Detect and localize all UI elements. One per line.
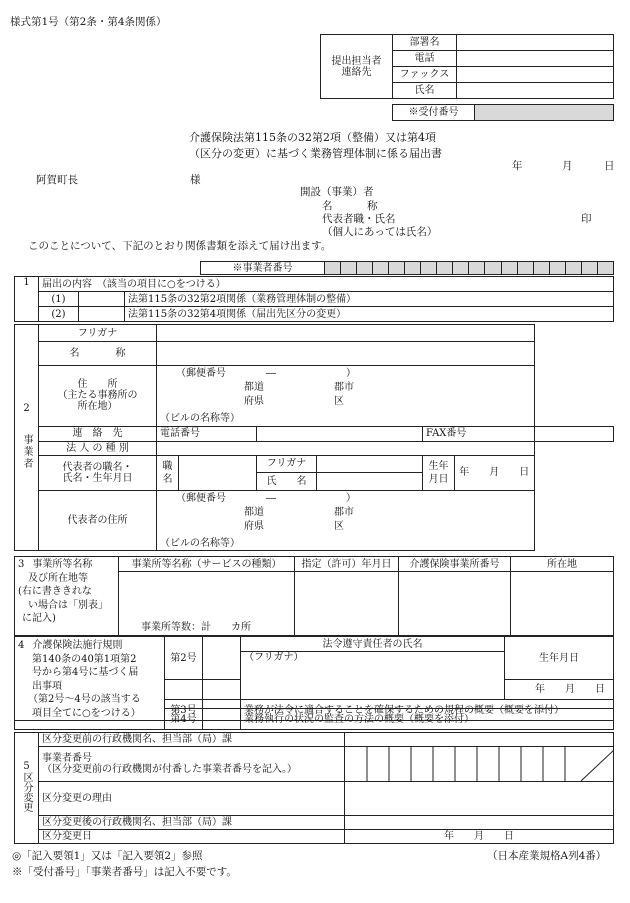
option1-mark[interactable]: [79, 292, 125, 307]
name-label: 氏名: [393, 83, 457, 99]
title-line2: （区分の変更）に基づく業務管理体制に係る届出書: [189, 147, 442, 160]
tel-field[interactable]: [457, 51, 614, 67]
tel-number-field[interactable]: [257, 426, 423, 441]
office-digit: [517, 262, 533, 275]
section4-l5: （第2号～4号の該当する: [28, 694, 141, 705]
tel-number-label: 電話番号: [157, 426, 257, 441]
prev-number-grid: [345, 747, 614, 781]
change-date-label: 区分変更日: [39, 830, 345, 844]
address-label: [39, 366, 157, 427]
section2-side: [15, 325, 39, 551]
item2-label[interactable]: 第2号: [165, 637, 203, 680]
title-line1: 介護保険法第115条の32第2項（整備）又は第4項: [189, 131, 436, 144]
office-number-field[interactable]: [399, 572, 511, 636]
change-reason-label: 区分変更の理由: [39, 782, 345, 816]
tel-label: 電話: [393, 51, 457, 67]
item2-mark-lower[interactable]: [203, 680, 241, 700]
date-year: 年: [512, 160, 523, 172]
paper-standard: （日本産業規格A列4番）: [487, 850, 607, 862]
furigana-label: フリガナ: [39, 325, 157, 342]
item4-label[interactable]: 第4号: [165, 709, 203, 730]
office-digit: [437, 262, 453, 275]
birth-label-b: 月日: [428, 473, 449, 485]
section4-l4: 出事項: [32, 680, 62, 692]
officer-birth-field[interactable]: 年 月 日: [505, 680, 614, 700]
contact-label: 提出担当者: [331, 55, 382, 67]
section4-label-tail: [15, 709, 165, 730]
rep-name-label: 氏 名: [257, 472, 317, 490]
option1-text: 法第115条の32第2項関係（業務管理体制の整備）: [125, 292, 614, 307]
section4-number: 4: [18, 640, 25, 651]
title-label-a: 職: [162, 460, 173, 472]
furigana-field[interactable]: [157, 325, 535, 342]
office-digit: [485, 262, 501, 275]
item4-mark[interactable]: [203, 709, 241, 730]
rep-fuken-label: 府県: [244, 520, 264, 532]
name-label-a: 名: [69, 348, 80, 359]
change-reason-field[interactable]: [345, 782, 614, 816]
name-field[interactable]: [457, 83, 614, 99]
prev-number-label-b: （区分変更前の行政機関が付番した事業者番号を記入。）: [42, 764, 297, 775]
office-name-field[interactable]: [119, 572, 295, 620]
section5-side: [15, 733, 39, 844]
office-number-label: ※事業者番号: [201, 262, 325, 275]
officer-birth-label: 生年月日: [505, 637, 614, 680]
section3-l4: い場合は「別表」: [28, 599, 108, 611]
office-digit: [581, 262, 597, 275]
fax-field[interactable]: [457, 67, 614, 83]
section4-l2: 第140条の40第1項第2: [32, 653, 137, 665]
contact-table: 提出担当者 連絡先 部署名 電話 ファックス 氏名: [320, 34, 614, 99]
next-agency-label: 区分変更後の行政機関名、担当部（局）課: [39, 816, 345, 830]
section5-side-label: 区分変更: [21, 772, 32, 812]
section1-table: [14, 276, 614, 322]
office-digit: [565, 262, 581, 275]
title-field[interactable]: [179, 455, 257, 490]
change-date-field[interactable]: 年 月 日: [345, 830, 614, 844]
dept-label: 部署名: [393, 35, 457, 51]
birth-label: [423, 455, 455, 490]
intro-text: このことについて、下記のとおり関係書類を添えて届け出ます。: [28, 240, 332, 252]
applicant-rep: 代表者職・氏名: [322, 213, 396, 225]
birth-label-a: 生年: [428, 460, 449, 472]
office-number-table: [200, 261, 614, 275]
section3-table: [14, 556, 614, 636]
office-digit: [373, 262, 389, 275]
applicant-heading: 開設（事業）者: [300, 186, 374, 198]
todo-label: 都道: [244, 382, 264, 393]
postal-dash: ―: [266, 368, 276, 379]
address-field[interactable]: [157, 366, 535, 413]
section2-table: [14, 324, 614, 551]
section4-l3: 号から第4号に基づく届: [32, 667, 139, 678]
section3-label: [15, 557, 119, 636]
honorific: 様: [190, 174, 201, 186]
option2-text: 法第115条の32第4項関係（届出先区分の変更）: [125, 307, 614, 322]
office-digit: [341, 262, 357, 275]
receipt-field: [475, 105, 614, 121]
section3-l1: 事業所等名称: [32, 559, 93, 570]
title-label-b: 名: [162, 473, 173, 485]
designation-date-field[interactable]: [295, 572, 399, 636]
fax-number-label: FAX番号: [423, 426, 535, 441]
footnote-2: ※「受付番号」「事業者番号」は記入不要です。: [12, 866, 237, 878]
office-digit: [501, 262, 517, 275]
section4-l1: 介護保険法施行規則: [32, 640, 123, 651]
office-digit: [533, 262, 549, 275]
corp-type-label: 法 人 の 種 別: [39, 441, 157, 455]
col-designation-date: 指定（許可）年月日: [295, 557, 399, 572]
rep-label: [39, 455, 157, 490]
section3-number: 3: [18, 559, 25, 570]
building-label: （ビルの名称等）: [157, 412, 535, 426]
rep-postal-dash: ―: [266, 492, 276, 504]
rep-gunshi-label: 郡市: [334, 506, 354, 518]
prev-number-label: [39, 747, 345, 782]
section2-number: 2: [23, 402, 30, 414]
rep-todo-label: 都道: [244, 506, 264, 518]
prev-number-label-a: 事業者番号: [42, 753, 92, 764]
office-digit: [421, 262, 437, 275]
section4-row4: [14, 708, 614, 730]
rep-address-field[interactable]: [157, 490, 535, 537]
birth-date-field[interactable]: 年 月 日: [455, 455, 535, 490]
rep-building-label: （ビルの名称等）: [157, 537, 535, 551]
col-location: 所在地: [511, 557, 614, 572]
rep-postal-label: （郵便番号: [176, 492, 226, 504]
office-digit: [389, 262, 405, 275]
next-agency-field[interactable]: [345, 816, 614, 830]
receipt-label: ※受付番号: [393, 105, 475, 121]
office-count: 事業所等数：計 カ所: [119, 620, 295, 636]
option1-number[interactable]: (1): [39, 292, 79, 307]
name-label-b: 称: [115, 348, 126, 359]
option2-number[interactable]: (2): [39, 307, 79, 322]
section3-l2: 及び所在地等: [28, 572, 88, 584]
name-field[interactable]: [157, 342, 535, 366]
address-label-a: 住 所: [77, 379, 118, 391]
section3-l5: に記入): [22, 613, 56, 624]
rep-furigana-label: フリガナ: [257, 455, 317, 472]
section5-number: 5: [23, 761, 30, 772]
section2-side-label: 事業者: [21, 433, 32, 470]
prev-agency-field[interactable]: [345, 733, 614, 747]
date-day: 日: [604, 160, 615, 172]
dept-field[interactable]: [457, 35, 614, 51]
addressee: 阿賀町長: [36, 174, 78, 186]
postal-close: ）: [346, 368, 356, 379]
title-label: [157, 455, 179, 490]
rep-address-label: 代表者の住所: [39, 490, 157, 551]
corp-type-field[interactable]: [157, 441, 535, 455]
seal-mark: 印: [581, 213, 592, 225]
office-digit: [325, 262, 341, 275]
footnote-1: ◎「記入要領1」又は「記入要領2」参照: [12, 850, 203, 862]
item3-text: 業務が法令に適合することを確保するための規程の概要（概要を添付）: [241, 700, 614, 721]
fuken-label: 府県: [244, 396, 264, 407]
date-month: 月: [562, 160, 573, 172]
contact-label: 連 絡 先: [39, 426, 157, 441]
col-office-number: 介護保険事業所番号: [399, 557, 511, 572]
applicant-name-b: 称: [367, 200, 378, 212]
office-digit: [597, 262, 613, 275]
address-label-b: （主たる事務所の: [57, 390, 138, 402]
name-label-cell: [39, 342, 157, 366]
item2-mark[interactable]: [203, 637, 241, 680]
location-field[interactable]: [511, 572, 614, 636]
section1-number: 1: [15, 277, 39, 322]
option2-mark[interactable]: [79, 307, 125, 322]
rep-label-b: 氏名・生年月日: [62, 472, 133, 484]
rep-ku-label: 区: [334, 520, 344, 532]
rep-name-field[interactable]: [317, 472, 423, 490]
officer-furigana[interactable]: （フリガナ）: [241, 652, 505, 700]
section5-table: [14, 732, 614, 844]
item3-label[interactable]: 第3号: [165, 700, 203, 721]
rep-label-a: 代表者の職名・: [62, 461, 133, 473]
gunshi-label: 郡市: [334, 382, 354, 393]
fax-label: ファックス: [393, 67, 457, 83]
address-label-c: 所在地）: [77, 401, 118, 413]
rep-postal-close: ）: [346, 492, 356, 504]
item4-text: 業務執行の状況の監査の方法の概要（概要を添付）: [241, 709, 614, 730]
section3-l3: (右に書ききれな: [18, 586, 92, 597]
office-digit: [405, 262, 421, 275]
ku-label: 区: [334, 396, 344, 407]
postal-label: （郵便番号: [176, 368, 226, 379]
office-digit: [549, 262, 565, 275]
fax-number-field[interactable]: [534, 426, 614, 441]
office-digit: [357, 262, 373, 275]
officer-name-label: 法令遵守責任者の氏名: [241, 637, 505, 652]
col-office-name: 事業所等名称（サービスの種類）: [119, 557, 295, 572]
rep-furigana-field[interactable]: [317, 455, 423, 472]
form-number: 様式第1号（第2条・第4条関係）: [10, 16, 167, 28]
prev-agency-label: 区分変更前の行政機関名、担当部（局）課: [39, 733, 345, 747]
applicant-note: （個人にあっては氏名）: [322, 226, 438, 238]
applicant-name-a: 名: [322, 200, 333, 212]
item2-label-lower: [165, 680, 203, 700]
prev-number-field[interactable]: [345, 747, 614, 782]
section1-heading: 届出の内容 （該当の項目に○をつける）: [39, 277, 614, 292]
section4-l6: 項目全てに○をつける）: [32, 707, 141, 719]
receipt-table: [392, 104, 614, 121]
office-digit: [453, 262, 469, 275]
office-digit: [469, 262, 485, 275]
